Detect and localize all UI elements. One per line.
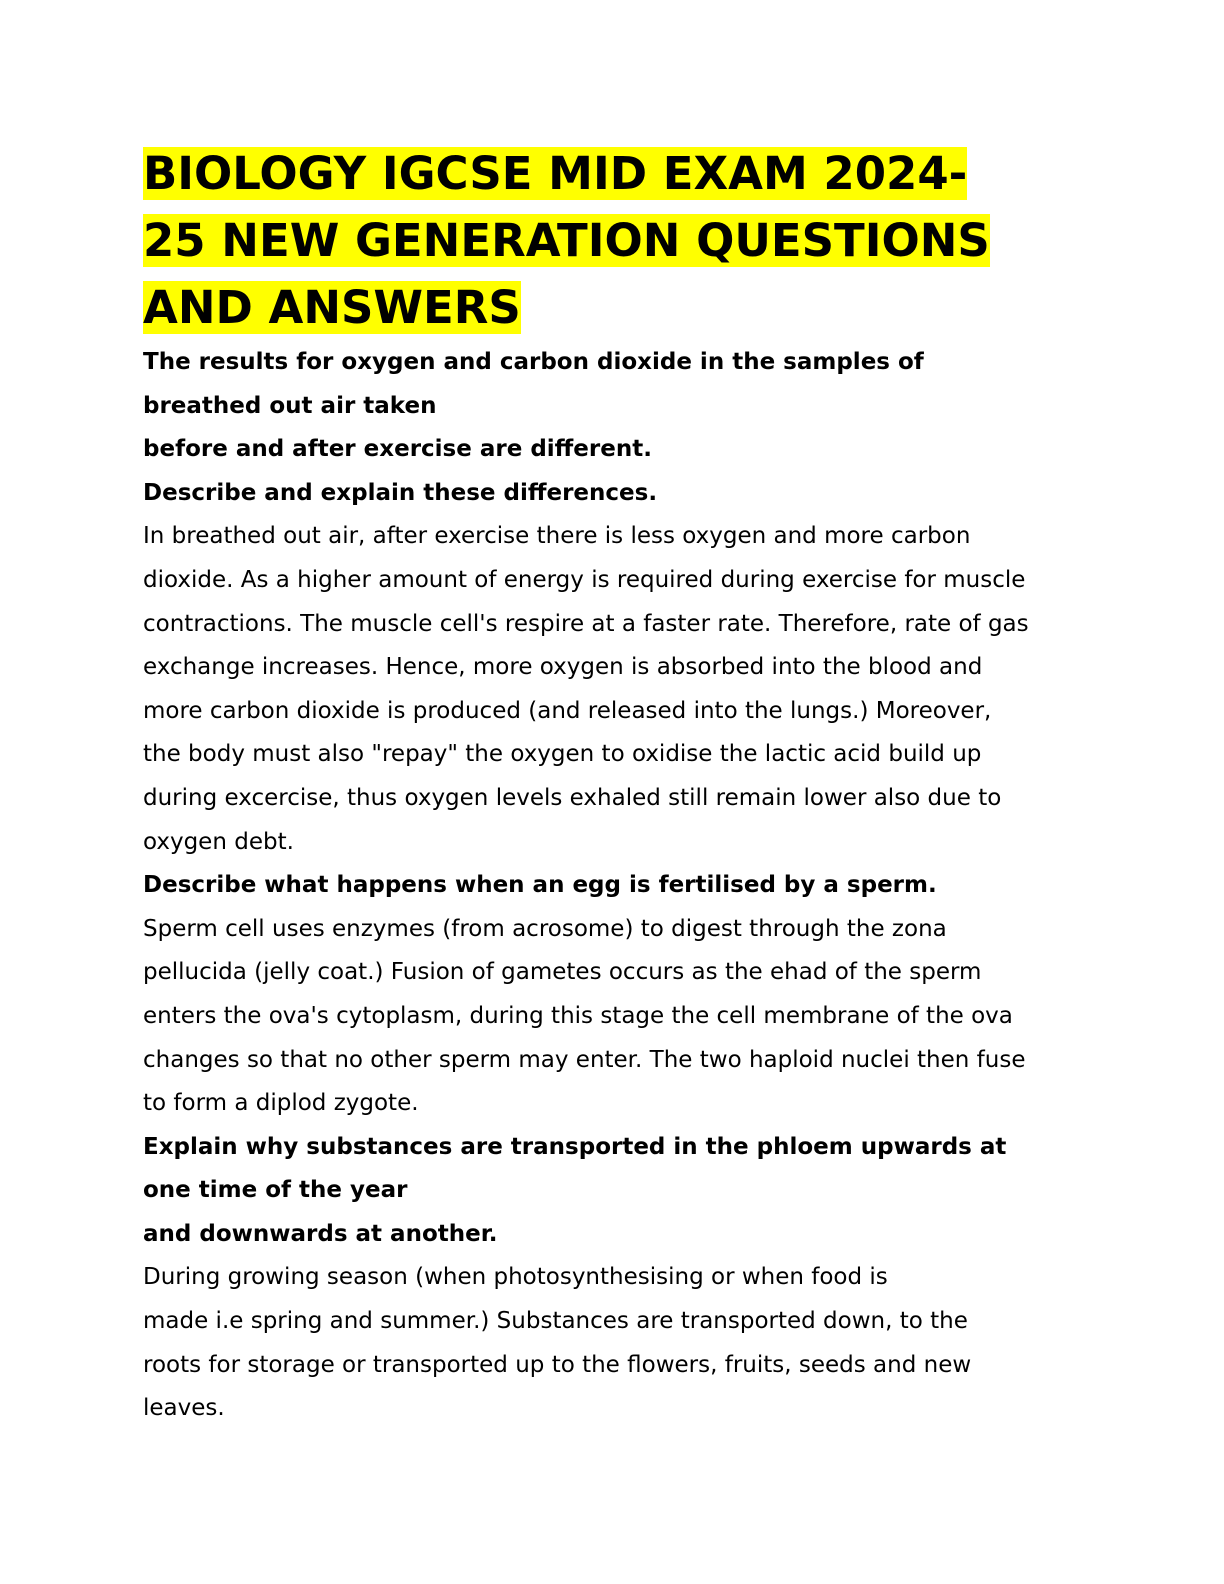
title-line: BIOLOGY IGCSE MID EXAM 2024- <box>143 147 968 200</box>
answer-line: Sperm cell uses enzymes (from acrosome) to digest through the zona <box>143 915 947 942</box>
question-line: The results for oxygen and carbon dioxide in the samples of <box>143 349 924 375</box>
answer-line: In breathed out air, after exercise there is less oxygen and more carbon <box>143 523 971 550</box>
question-line: Explain why substances are transported in the phloem upwards at <box>143 1133 1007 1160</box>
question-line: Describe and explain these differences. <box>143 479 658 506</box>
answer-line: changes so that no other sperm may enter. The two haploid nuclei then fuse <box>143 1046 1026 1073</box>
answer-line: made i.e spring and summer.) Substances are transported down, to the <box>143 1308 968 1335</box>
document-title <box>143 140 1083 341</box>
qa-section-1 <box>143 341 1083 864</box>
qa-section-3 <box>143 1126 1083 1431</box>
answer-line: pellucida (jelly coat.) Fusion of gametes occurs as the ehad of the sperm <box>143 959 982 986</box>
question-line: before and after exercise are different. <box>143 436 652 463</box>
answer-line: the body must also "repay" the oxygen to oxidise the lactic acid build up <box>143 741 982 768</box>
answer-line: contractions. The muscle cell's respire at a faster rate. Therefore, rate of gas <box>143 610 1029 637</box>
answer-line: leaves. <box>143 1395 225 1422</box>
question-line: breathed out air taken <box>143 392 437 419</box>
document-page <box>143 140 1083 1431</box>
answer-line: dioxide. As a higher amount of energy is required during exercise for muscle <box>143 566 1026 593</box>
answer-line: roots for storage or transported up to the flowers, fruits, seeds and new <box>143 1351 972 1378</box>
qa-section-2 <box>143 864 1083 1126</box>
answer-line: more carbon dioxide is produced (and released into the lungs.) Moreover, <box>143 697 992 724</box>
title-line: 25 NEW GENERATION QUESTIONS <box>143 214 990 267</box>
answer-line: exchange increases. Hence, more oxygen is absorbed into the blood and <box>143 654 983 681</box>
title-line: AND ANSWERS <box>143 281 521 334</box>
question-line: Describe what happens when an egg is fertilised by a sperm. <box>143 872 937 899</box>
answer-line: to form a diplod zygote. <box>143 1090 419 1117</box>
answer-line: enters the ova's cytoplasm, during this stage the cell membrane of the ova <box>143 1002 1013 1029</box>
answer-line: oxygen debt. <box>143 828 294 855</box>
question-line: one time of the year <box>143 1177 408 1204</box>
question-line: and downwards at another. <box>143 1220 498 1247</box>
answer-line: during excercise, thus oxygen levels exhaled still remain lower also due to <box>143 784 1002 811</box>
answer-line: During growing season (when photosynthesising or when food is <box>143 1264 888 1291</box>
